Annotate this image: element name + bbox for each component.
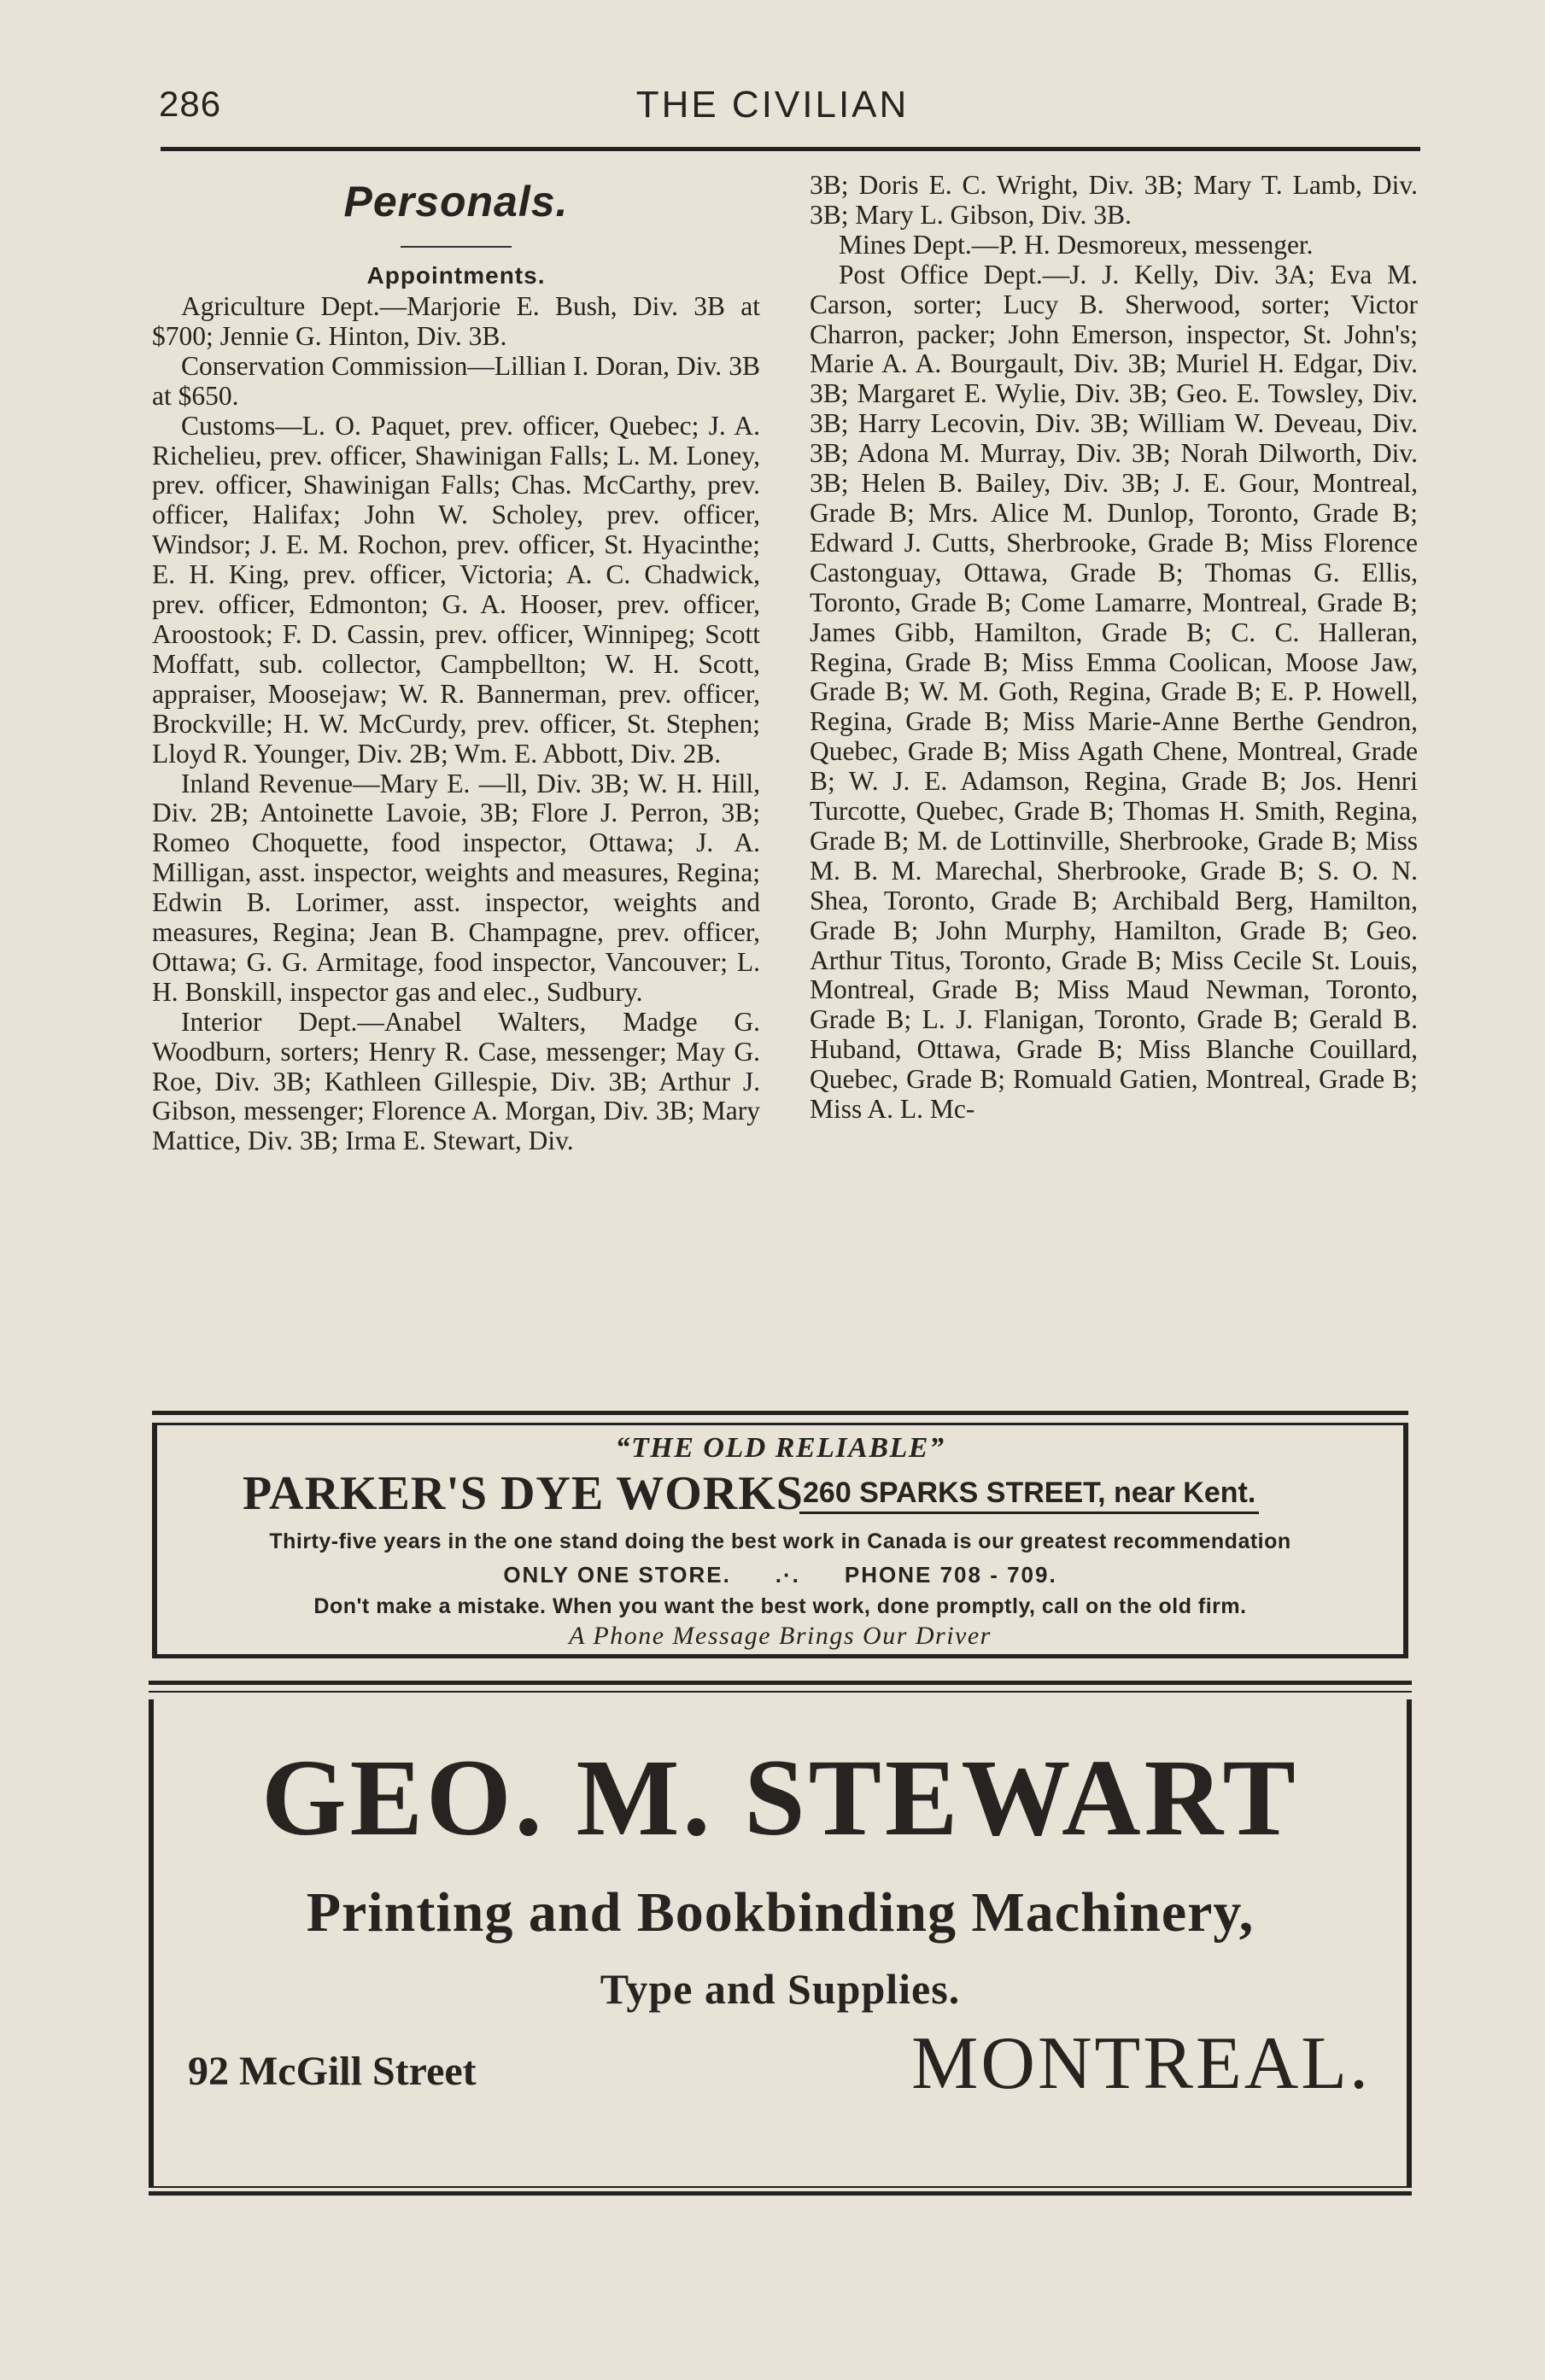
title-divider (401, 246, 512, 248)
ad-mistake-line: Don't make a mistake. When you want the best work, done promptly, call on the old firm. (313, 1594, 1247, 1618)
paragraph-conservation: Conservation Commission—Lillian I. Doran, Div. 3B at $650. (152, 350, 760, 411)
stewart-ad-bottom-rule-thin (149, 2186, 1412, 2188)
section-subheading: Appointments. (366, 262, 546, 289)
ad-top-rule (152, 1411, 1408, 1415)
ad-business-name: PARKER'S DYE WORKS (243, 1467, 804, 1520)
ad-phone: PHONE 708 - 709. (844, 1562, 1057, 1588)
stewart-street: 92 McGill Street (188, 2049, 477, 2094)
geo-m-stewart-ad (149, 1699, 1412, 2186)
paragraph-agriculture: Agriculture Dept.—Marjorie E. Bush, Div. 3B at $700; Jennie G. Hinton, Div. 3B. (152, 291, 760, 351)
paragraph-mines: Mines Dept.—P. H. Desmoreux, messenger. (839, 229, 1314, 260)
header-rule (161, 147, 1420, 151)
paragraph-inland-revenue: Inland Revenue—Mary E. —ll, Div. 3B; W. H. Hill, Div. 2B; Antoinette Lavoie, 3B; Flore J. Perron, 3B; Romeo Choquette, food inspector, Ottawa; J. A. Milligan, asst. inspector, weights and measures, Regina; Edwin B. Lorimer, asst. inspector, weights and measures, Regina; Jean B. Champagne, prev. officer, Ottawa; G. G. Armitage, food inspector, Vancouver; L. H. Bonskill, inspector gas and elec., Sudbury. (152, 768, 760, 1007)
section-title: Personals. (343, 178, 569, 225)
paragraph-customs: Customs—L. O. Paquet, prev. officer, Quebec; J. A. Richelieu, prev. officer, Shawinigan Falls; L. M. Loney, prev. officer, Shawinigan Falls; Chas. McCarthy, prev. officer, Halifax; John W. Scholey, prev. officer, Windsor; J. E. M. Rochon, prev. officer, St. Hyacinthe; E. H. King, prev. officer, Victoria; A. C. Chadwick, prev. officer, Edmonton; G. A. Hooser, prev. officer, Aroostook; F. D. Cassin, prev. officer, Winnipeg; Scott Moffatt, sub. collector, Campbellton; W. H. Scott, appraiser, Moosejaw; W. R. Bannerman, prev. officer, Brockville; H. W. McCurdy, prev. officer, St. Stephen; Lloyd R. Younger, Div. 2B; Wm. E. Abbott, Div. 2B. (152, 410, 760, 769)
stewart-name: GEO. M. STEWART (261, 1737, 1299, 1858)
running-title: THE CIVILIAN (635, 84, 910, 126)
stewart-ad-top-rule-thin (149, 1691, 1412, 1693)
paragraph-post-office: Post Office Dept.—J. J. Kelly, Div. 3A; Eva M. Carson, sorter; Lucy B. Sherwood, sorter; Victor Charron, packer; John Emerson, inspector, St. John's; Marie A. A. Bourgault, Div. 3B; Muriel H. Edgar, Div. 3B; Margaret E. Wylie, Div. 3B; Geo. E. Towsley, Div. 3B; Harry Lecovin, Div. 3B; William W. Deveau, Div. 3B; Adona M. Murray, Div. 3B; Norah Dilworth, Div. 3B; Helen B. Bailey, Div. 3B; J. E. Gour, Montreal, Grade B; Mrs. Alice M. Dunlop, Toronto, Grade B; Edward J. Cutts, Sherbrooke, Grade B; Miss Florence Castonguay, Ottawa, Grade B; Thomas G. Ellis, Toronto, Grade B; Come Lamarre, Montreal, Grade B; James Gibb, Hamilton, Grade B; C. C. Halleran, Regina, Grade B; Miss Emma Coolican, Moose Jaw, Grade B; W. M. Goth, Regina, Grade B; E. P. Howell, Regina, Grade B; Miss Marie-Anne Berthe Gendron, Quebec, Grade B; Miss Agath Chene, Montreal, Grade B; W. J. E. Adamson, Regina, Grade B; Jos. Henri Turcotte, Quebec, Grade B; Thomas H. Smith, Regina, Grade B; M. de Lottinville, Sherbrooke, Grade B; Miss M. B. M. Marechal, Sherbrooke, Grade B; S. O. N. Shea, Toronto, Grade B; Archibald Berg, Hamilton, Grade B; John Murphy, Hamilton, Grade B; Geo. Arthur Titus, Toronto, Grade B; Miss Cecile St. Louis, Montreal, Grade B; Miss Maud Newman, Toronto, Grade B; L. J. Flanigan, Toronto, Grade B; Gerald B. Huband, Ottawa, Grade B; Miss Blanche Couillard, Quebec, Grade B; Romuald Gatien, Montreal, Grade B; Miss A. L. Mc- (810, 259, 1418, 1125)
paragraph-interior-continued: 3B; Doris E. C. Wright, Div. 3B; Mary T. Lamb, Div. 3B; Mary L. Gibson, Div. 3B. (810, 170, 1418, 230)
paragraph-interior: Interior Dept.—Anabel Walters, Madge G. Woodburn, sorters; Henry R. Case, messenger; May G. Roe, Div. 3B; Kathleen Gillespie, Div. 3B; Arthur J. Gibson, messenger; Florence A. Morgan, Div. 3B; Mary Mattice, Div. 3B; Irma E. Stewart, Div. (152, 1006, 760, 1156)
stewart-supplies-line: Type and Supplies. (600, 1965, 961, 2013)
stewart-ad-bottom-rule (149, 2191, 1412, 2196)
ad-tagline: “THE OLD RELIABLE” (615, 1432, 945, 1464)
ad-separator: .·. (775, 1562, 800, 1588)
ad-phone-line (157, 1562, 1403, 1588)
ad-italic-line: A Phone Message Brings Our Driver (569, 1622, 992, 1650)
stewart-ad-top-rule (149, 1681, 1412, 1685)
parker-dye-works-ad (152, 1423, 1408, 1658)
ad-address: 260 SPARKS STREET, near Kent. (799, 1477, 1259, 1514)
ad-recommendation-line: Thirty-five years in the one stand doing the best work in Canada is our greatest recommendation (269, 1529, 1291, 1553)
right-column (810, 171, 1418, 1125)
stewart-city: MONTREAL. (911, 2022, 1371, 2105)
ad-only-one-store: ONLY ONE STORE. (503, 1562, 731, 1588)
page-number: 286 (159, 84, 222, 124)
stewart-machinery-line: Printing and Bookbinding Machinery, (306, 1881, 1255, 1944)
left-column (152, 171, 760, 1156)
